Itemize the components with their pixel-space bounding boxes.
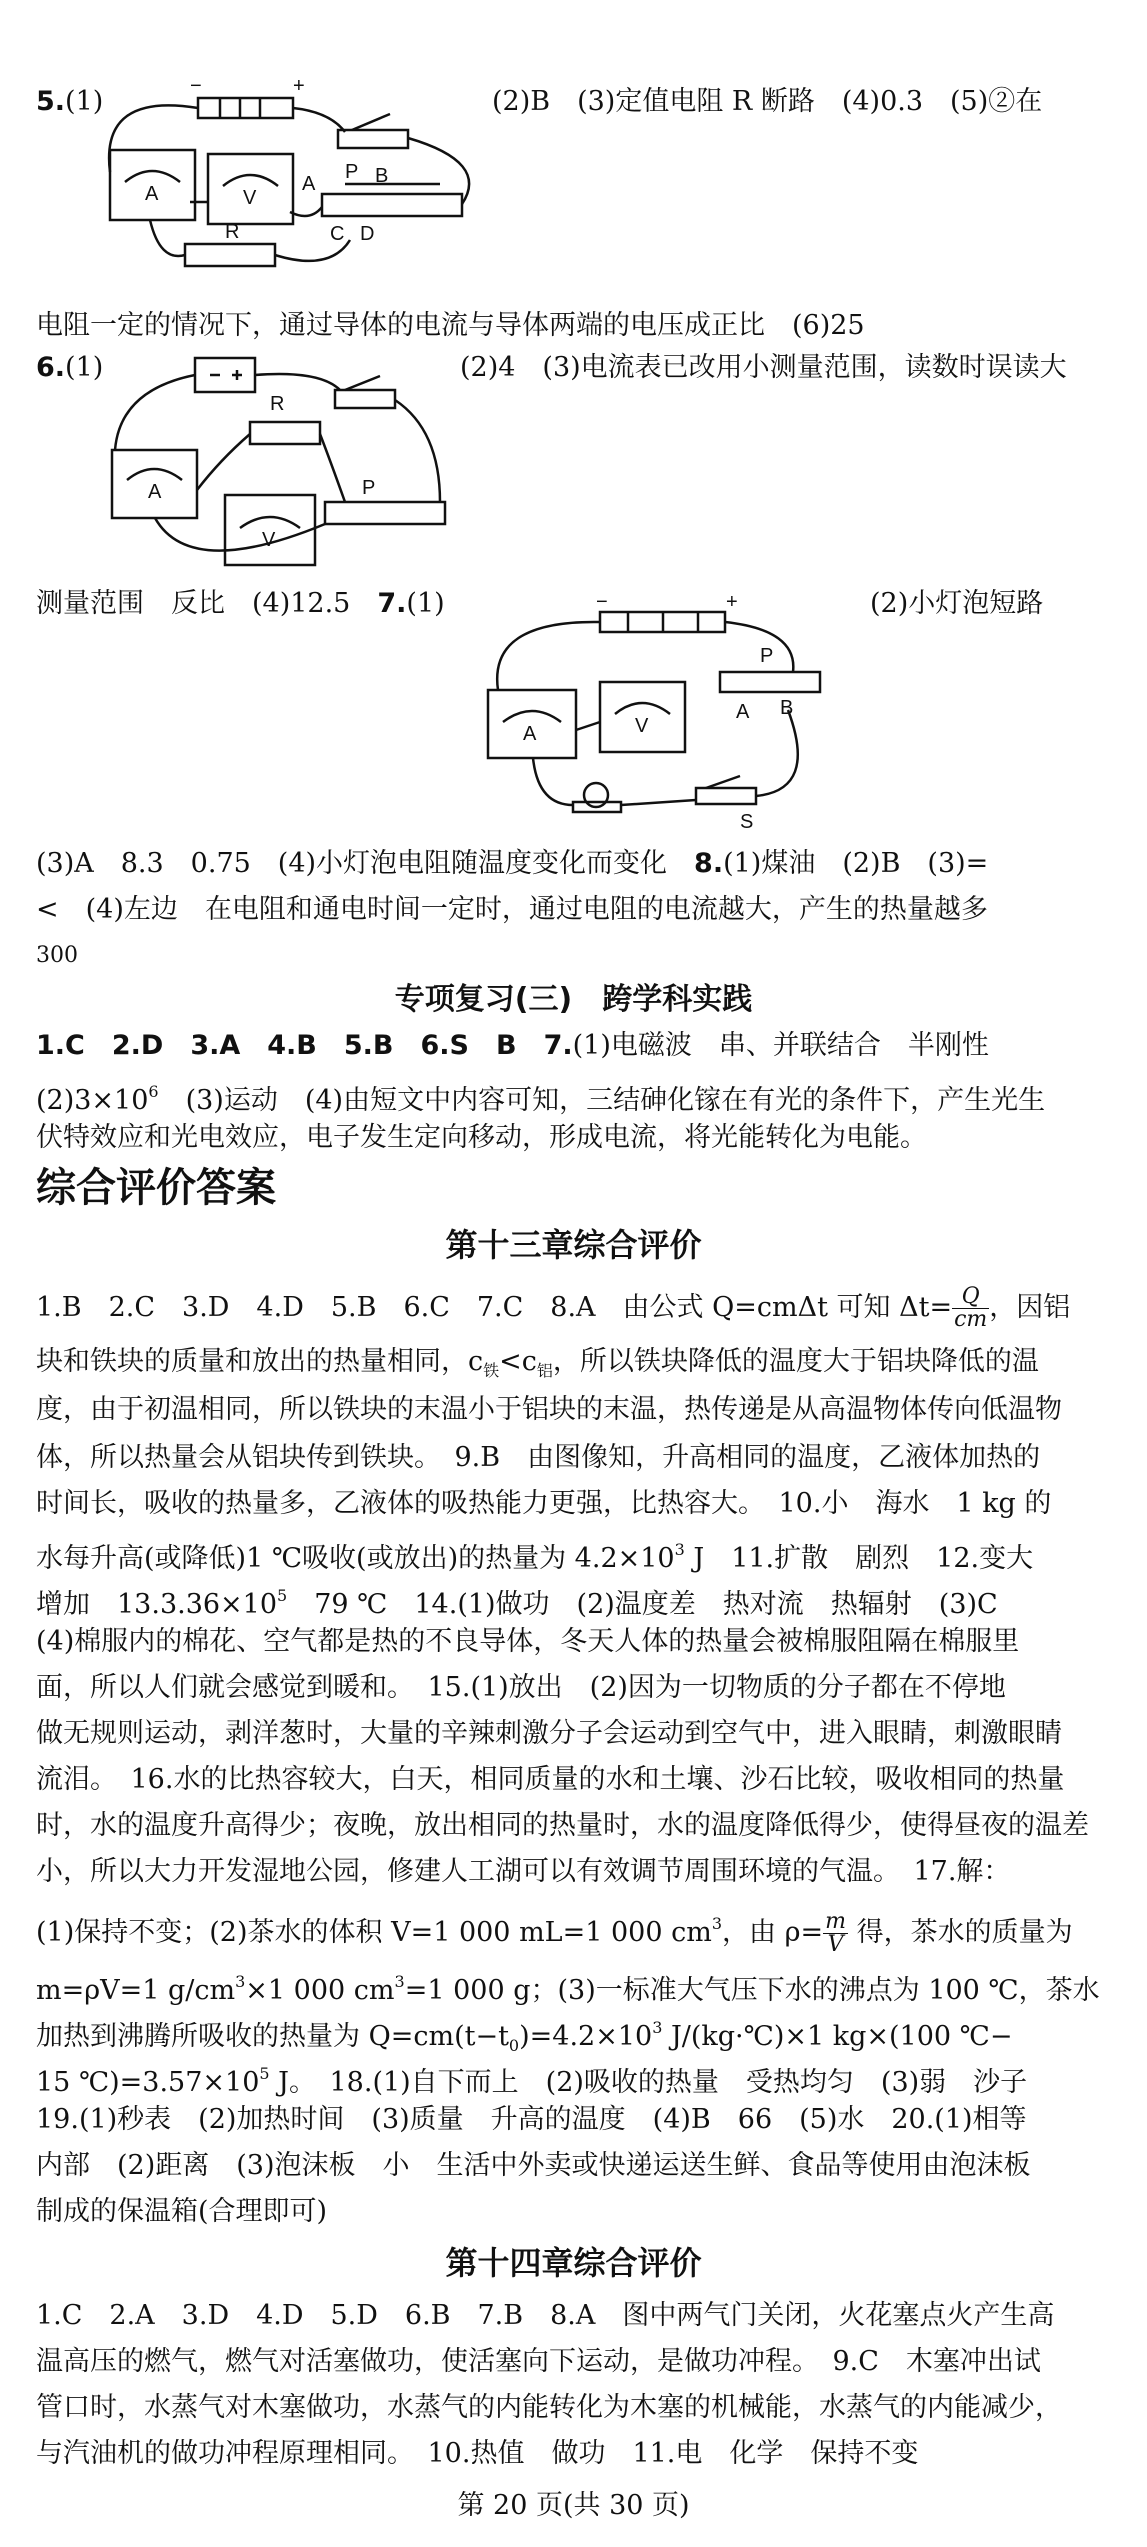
q8-line2: < (4)左边 在电阻和通电时间一定时，通过电阻的电流越大，产生的热量越多 — [36, 894, 988, 925]
ch13-line18: 19.(1)秒表 (2)加热时间 (3)质量 升高的温度 (4)B 66 (5)水 20.(1)相等 — [36, 2104, 1027, 2135]
section-title-review: 专项复习(三) 跨学科实践 — [394, 982, 753, 1017]
ch13-l15-a: m=ρV=1 g/cm — [36, 1975, 236, 2006]
ch13-l14-a: (1)保持不变；(2)茶水的体积 V=1 000 mL=1 000 cm — [36, 1917, 712, 1948]
q6-line2-text: 测量范围 反比 (4)12.5 — [36, 588, 351, 619]
battery — [198, 98, 293, 118]
q7-answers: (2)小灯泡短路 — [870, 588, 1044, 619]
page-footer: 第 20 页(共 30 页) — [457, 2490, 690, 2521]
ch13-line5: 时间长，吸收的热量多，乙液体的吸热能力更强，比热容大。 10.小 海水 1 kg 的 — [36, 1488, 1052, 1519]
ch13-line11: 流泪。 16.水的比热容较大，白天，相同质量的水和土壤、沙石比较，吸收相同的热量 — [36, 1764, 1065, 1795]
ch13-l2-sub1: 铁 — [483, 1361, 500, 1380]
q6-line2 — [36, 584, 445, 624]
ch13-line17 — [36, 2054, 1027, 2103]
q5-answers: (2)B (3)定值电阻 R 断路 (4)0.3 (5)②在 — [492, 86, 1043, 117]
q8-number: 8. — [694, 848, 724, 879]
switch — [338, 130, 408, 148]
ammeter-label: A — [145, 183, 159, 205]
q7-part1: (1) — [406, 588, 445, 619]
ch14-line4: 与汽油机的做功冲程原理相同。 10.热值 做功 11.电 化学 保持不变 — [36, 2438, 919, 2469]
q6-number: 6. — [36, 352, 66, 383]
ch13-line9: 面，所以人们就会感觉到暖和。 15.(1)放出 (2)因为一切物质的分子都在不停地 — [36, 1672, 1006, 1703]
ch13-l7-exp: 5 — [277, 1586, 288, 1605]
ch13-l6-b: J 11.扩散 剧烈 12.变大 — [684, 1543, 1034, 1574]
q5-part1: (1) — [65, 86, 104, 117]
slider-p-label: P — [362, 477, 376, 499]
battery-plus-label: + — [726, 591, 738, 613]
battery-minus-label: − — [190, 75, 202, 97]
voltmeter-label: V — [243, 187, 257, 209]
ch13-l16-c: J/(kg·℃)×1 kg×(100 ℃− — [662, 2021, 1013, 2052]
ch13-l15-b: ×1 000 cm — [245, 1975, 395, 2006]
ch13-l15-exp1: 3 — [235, 1972, 246, 1991]
terminal-b-label: B — [375, 165, 389, 187]
review-line1 — [36, 1026, 989, 1066]
fraction-m-over-v — [823, 1911, 848, 1956]
ch13-l17-exp: 5 — [259, 2064, 270, 2083]
terminal-a-label: A — [736, 701, 750, 723]
frac-den: cm — [954, 1307, 988, 1332]
ch13-l6-exp: 3 — [674, 1540, 685, 1559]
review-l2-pre: (2)3×10 — [36, 1085, 149, 1116]
ch13-l16-b: )=4.2×10 — [519, 2021, 653, 2052]
review-l2-post: (3)运动 (4)由短文中内容可知，三结砷化镓在有光的条件下，产生光生 — [158, 1085, 1046, 1116]
resistor-label: R — [225, 221, 240, 243]
battery-minus-label: − — [596, 591, 608, 613]
ch13-l7-b: 79 ℃ 14.(1)做功 (2)温度差 热对流 热辐射 (3)C — [287, 1589, 998, 1620]
chapter13-title: 第十三章综合评价 — [445, 1226, 702, 1264]
ch13-line1 — [36, 1286, 1070, 1331]
ch13-l14-c: 得，茶水的质量为 — [848, 1917, 1073, 1948]
ch13-line13: 小，所以大力开发湿地公园，修建人工湖可以有效调节周围环境的气温。 17.解： — [36, 1856, 1011, 1887]
lamp — [584, 783, 608, 807]
ch14-line1: 1.C 2.A 3.D 4.D 5.D 6.B 7.B 8.A 图中两气门关闭，火花塞点火产生高 — [36, 2300, 1055, 2331]
switch — [696, 788, 756, 804]
q6-line1 — [36, 348, 103, 388]
ch13-l1-end: ，因铝 — [989, 1292, 1071, 1323]
q6-part1: (1) — [65, 352, 104, 383]
terminal-d-label: D — [360, 223, 375, 245]
ch13-l2-c: ，所以铁块降低的温度大于铝块降低的温 — [552, 1346, 1039, 1377]
switch-s-label: S — [740, 811, 754, 830]
ch13-l16-a: 加热到沸腾所吸收的热量为 Q=cm(t−t — [36, 2021, 509, 2052]
ch13-line3: 度，由于初温相同，所以铁块的末温小于铝块的末温，热传递是从高温物体传向低温物 — [36, 1394, 1062, 1425]
review-answers: 1.C 2.D 3.A 4.B 5.B 6.S B — [36, 1030, 517, 1061]
q7-line2-text: (3)A 8.3 0.75 (4)小灯泡电阻随温度变化而变化 — [36, 848, 668, 879]
ch14-line3: 管口时，水蒸气对木塞做功，水蒸气的内能转化为木塞的机械能，水蒸气的内能减少， — [36, 2392, 1062, 2423]
voltmeter-label: V — [635, 715, 649, 737]
terminal-b-label: B — [780, 697, 794, 719]
voltmeter-label: V — [262, 529, 276, 551]
battery — [195, 358, 255, 392]
review-q7-text: (1)电磁波 串、并联结合 半刚性 — [572, 1030, 989, 1061]
ch13-l2-a: 块和铁块的质量和放出的热量相同，c — [36, 1346, 484, 1377]
review-line2 — [36, 1072, 1045, 1121]
ammeter-label: A — [148, 481, 162, 503]
q6-answers: (2)4 (3)电流表已改用小测量范围，读数时误读大 — [460, 352, 1067, 383]
ch13-l14-b: ，由 ρ= — [722, 1917, 824, 1948]
rheostat — [325, 502, 445, 524]
ch13-line20: 制成的保温箱(合理即可) — [36, 2196, 328, 2227]
terminal-c-label: C — [330, 223, 345, 245]
ch13-l2-sub2: 铝 — [536, 1361, 553, 1380]
resistor — [250, 422, 320, 444]
q7-line2 — [36, 844, 988, 884]
ch13-line6 — [36, 1530, 1033, 1579]
q7-number: 7. — [377, 588, 407, 619]
ch14-line2: 温高压的燃气，燃气对活塞做功，使活塞向下运动，是做功冲程。 9.C 木塞冲出试 — [36, 2346, 1041, 2377]
ch13-l2-b: <c — [499, 1346, 537, 1377]
ch13-l17-b: J。 18.(1)自下而上 (2)吸收的热量 受热均匀 (3)弱 沙子 — [269, 2067, 1028, 2098]
resistor-label: R — [270, 393, 285, 415]
frac-num: Q — [952, 1286, 989, 1309]
slider-p-label: P — [345, 161, 359, 183]
review-line3: 伏特效应和光电效应，电子发生定向移动，形成电流，将光能转化为电能。 — [36, 1122, 927, 1153]
frac-den: V — [827, 1932, 844, 1957]
q8-line1: (1)煤油 (2)B (3)= — [723, 848, 989, 879]
ch13-line8: (4)棉服内的棉花、空气都是热的不良导体，冬天人体的热量会被棉服阻隔在棉服里 — [36, 1626, 1020, 1657]
switch — [335, 390, 395, 408]
q5-line2: 电阻一定的情况下，通过导体的电流与导体两端的电压成正比 (6)25 — [36, 310, 865, 341]
ch13-l14-exp: 3 — [711, 1914, 723, 1933]
ch13-l15-c: =1 000 g；(3)一标准大气压下水的沸点为 100 ℃，茶水 — [404, 1975, 1100, 2006]
q7-circuit-diagram — [478, 590, 838, 830]
ammeter-label: A — [523, 723, 537, 745]
ch13-l15-exp2: 3 — [394, 1972, 405, 1991]
q8-line3: 300 — [36, 943, 78, 968]
ch13-line2 — [36, 1342, 1039, 1391]
ch13-line7 — [36, 1576, 998, 1625]
ch13-l16-sub: 0 — [508, 2036, 520, 2055]
ch13-l16-exp: 3 — [652, 2018, 663, 2037]
q6-circuit-diagram — [100, 350, 500, 580]
terminal-a-label: A — [302, 173, 316, 195]
q5-number: 5. — [36, 86, 66, 117]
page-heading-answers: 综合评价答案 — [36, 1165, 276, 1211]
review-l2-exp: 6 — [148, 1082, 159, 1101]
ch13-line10: 做无规则运动，剥洋葱时，大量的辛辣刺激分子会运动到空气中，进入眼睛，刺激眼睛 — [36, 1718, 1062, 1749]
ch13-line15 — [36, 1962, 1100, 2011]
rheostat — [720, 672, 820, 692]
battery-plus-label: + — [293, 75, 305, 97]
ch13-l1-text: 1.B 2.C 3.D 4.D 5.B 6.C 7.C 8.A 由公式 Q=cmΔt 可知 Δt= — [36, 1292, 953, 1323]
ch13-line19: 内部 (2)距离 (3)泡沫板 小 生活中外卖或快递运送生鲜、食品等使用由泡沫板 — [36, 2150, 1031, 2181]
ch13-l17-a: 15 ℃)=3.57×10 — [36, 2067, 260, 2098]
fraction-q-over-cm — [952, 1286, 989, 1331]
ch13-line14 — [36, 1904, 1073, 1956]
q5-circuit-diagram — [90, 72, 510, 292]
ch13-line4: 体，所以热量会从铝块传到铁块。 9.B 由图像知，升高相同的温度，乙液体加热的 — [36, 1442, 1041, 1473]
frac-num: m — [825, 1909, 846, 1934]
resistor — [185, 244, 275, 266]
ch13-line12: 时，水的温度升高得少；夜晚，放出相同的热量时，水的温度降低得少，使得昼夜的温差 — [36, 1810, 1089, 1841]
ch13-l7-a: 增加 13.3.36×10 — [36, 1589, 278, 1620]
review-q7-number: 7. — [543, 1030, 573, 1061]
slider-p-label: P — [760, 645, 774, 667]
ch13-l6-a: 水每升高(或降低)1 ℃吸收(或放出)的热量为 4.2×10 — [36, 1543, 675, 1574]
chapter14-title: 第十四章综合评价 — [445, 2244, 702, 2282]
rheostat — [322, 194, 462, 216]
